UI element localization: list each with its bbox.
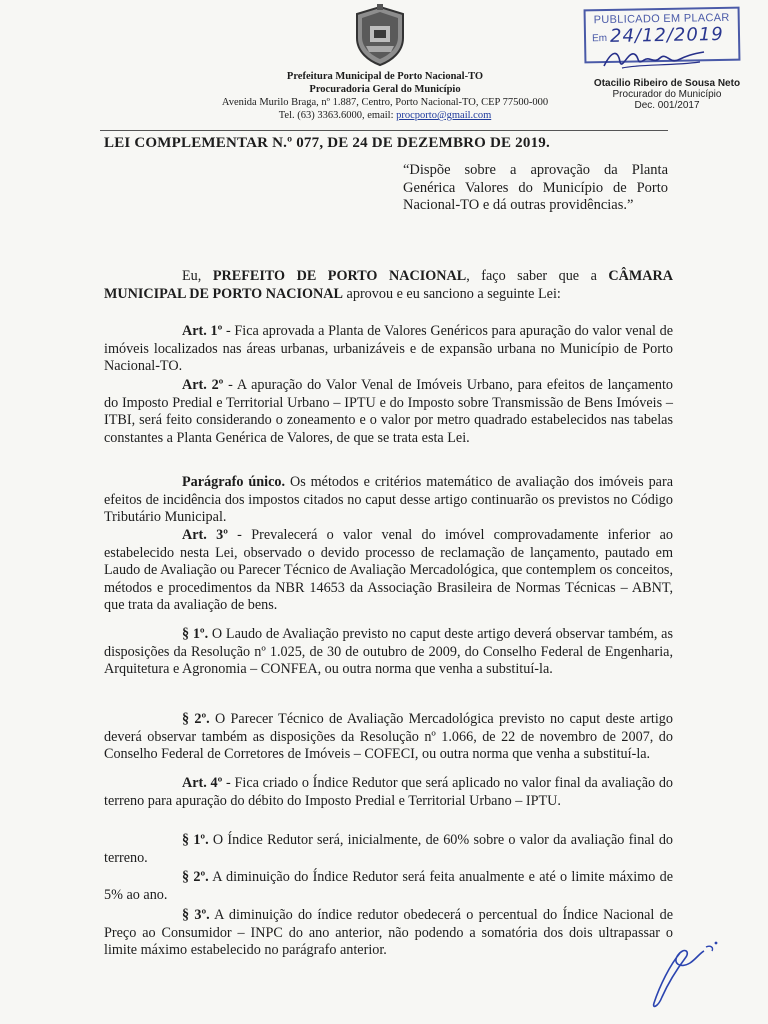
paragraph-text: O Laudo de Avaliação previsto no caput deste artigo deverá observar também, as disposições da Resolução nº 1.025, de 30 de outubro de 2009, do Conselho Federal de Engenharia, Arquitetura e Agronomia – CONFEA, ou outra norma que venha a substituí-la. — [104, 626, 673, 677]
letterhead — [150, 70, 620, 122]
paragraph-text: O Parecer Técnico de Avaliação Mercadológica previsto no caput deste artigo deverá observar também as disposições da Resolução nº 1.066, de 22 de novembro de 2007, do Conselho Federal de Corretores de Imóveis – COFECI, ou outra norma que venha a substituí-la. — [104, 711, 673, 762]
article-3-text: - Prevalecerá o valor venal do imóvel comprovadamente inferior ao estabelecido nesta Lei, observado o devido processo de reclamação de lançamento, pautado em Laudo de Avaliação ou Parecer Técnico de Avaliação Mercadológica, que contemplem os conceitos, métodos e procedimentos da NBR 14653 da Associação Brasileira de Normas Técnicas – ABNT, que trata da avaliação de bens. — [104, 527, 673, 613]
letterhead-contact — [150, 109, 620, 122]
handwritten-initials — [640, 935, 730, 1015]
law-title: LEI COMPLEMENTAR N.º 077, DE 24 DE DEZEMBRO DE 2019. — [104, 135, 550, 151]
signature-top — [600, 46, 710, 72]
header-divider — [100, 130, 668, 131]
article-3-label: Art. 3º — [182, 527, 228, 543]
article-1-text: - Fica aprovada a Planta de Valores Genéricos para apuração do valor venal de imóveis localizados nas áreas urbanas, urbanizáveis e de expansão urbana no Município de Porto Nacional-TO. — [104, 323, 674, 374]
article-4-paragraph-1 — [104, 832, 673, 867]
letterhead-dept: Procuradoria Geral do Município — [309, 84, 461, 95]
article-4-paragraph-2 — [104, 869, 673, 904]
article-4-paragraph-3 — [104, 907, 673, 960]
preamble-part-2: , faço saber que a — [466, 268, 609, 284]
paragraph-label: § 2º. — [182, 711, 210, 727]
sole-paragraph-label: Parágrafo único. — [182, 474, 286, 490]
law-summary: “Dispõe sobre a aprovação da Planta Genérica Valores do Município de Porto Nacional-TO e dá outras providências.” — [403, 162, 668, 213]
stamp-date: 24/12/2019 — [609, 23, 724, 47]
municipal-crest-icon — [351, 4, 409, 68]
stamp-signer — [584, 78, 750, 111]
letterhead-address: Avenida Murilo Braga, nº 1.887, Centro, Porto Nacional-TO, CEP 77500-000 — [221, 97, 549, 108]
letterhead-org: Prefeitura Municipal de Porto Nacional-TO — [286, 71, 484, 82]
article-2-sole-paragraph — [104, 474, 673, 527]
article-4-label: Art. 4º — [182, 775, 223, 791]
signer-role: Procurador do Município — [612, 89, 722, 100]
preamble-part-3: aprovou e eu sanciono a seguinte Lei: — [343, 285, 561, 302]
email-link[interactable]: procporto@gmail.com — [396, 110, 492, 121]
paragraph-label: § 1º. — [182, 832, 209, 848]
article-4 — [104, 775, 673, 810]
paragraph-text: O Índice Redutor será, inicialmente, de 60% sobre o valor da avaliação final do terreno. — [104, 832, 674, 866]
preamble-council: CÂMARA MUNICIPAL DE PORTO NACIONAL — [104, 268, 673, 302]
article-2-label: Art. 2º — [182, 377, 224, 393]
article-3 — [104, 527, 673, 615]
letterhead-phone: Tel. (63) 3363.6000, email: — [278, 110, 397, 121]
article-1 — [104, 323, 673, 376]
article-2-text: - A apuração do Valor Venal de Imóveis Urbano, para efeitos de lançamento do Imposto Predial e Territorial Urbano – IPTU e do Imposto sobre Transmissão de Bens Imóveis – ITBI, será feito considerando o zoneamento e o valor por metro quadrado estabelecidos nas tabelas constantes a Planta Genérica de Valores, de que se trata esta Lei. — [104, 377, 673, 446]
article-1-label: Art. 1º — [182, 323, 223, 339]
article-3-paragraph-1 — [104, 626, 673, 679]
article-4-text: - Fica criado o Índice Redutor que será aplicado no valor final da avaliação do terreno para apuração do débito do Imposto Predial e Territorial Urbano – IPTU. — [104, 775, 674, 809]
preamble-mayor: PREFEITO DE PORTO NACIONAL — [212, 268, 467, 284]
paragraph-text: A diminuição do Índice Redutor será feita anualmente e até o limite máximo de 5% ao ano. — [104, 869, 673, 903]
stamp-em-label: Em — [591, 32, 608, 45]
signer-decree: Dec. 001/2017 — [634, 100, 700, 111]
paragraph-label: § 3º. — [182, 907, 210, 923]
sole-paragraph-text: Os métodos e critérios matemático de avaliação dos imóveis para efeitos de incidência dos impostos citados no caput desse artigo continuarão os previstos no Código Tributário Municipal. — [104, 474, 673, 525]
paragraph-label: § 2º. — [182, 869, 209, 885]
article-3-paragraph-2 — [104, 711, 673, 764]
paragraph-label: § 1º. — [182, 626, 209, 642]
stamp-title: PUBLICADO EM PLACAR — [593, 11, 730, 27]
preamble-part-1: Eu, — [182, 268, 213, 284]
preamble — [104, 268, 673, 303]
signer-name: Otacilio Ribeiro de Sousa Neto — [593, 78, 741, 89]
paragraph-text: A diminuição do índice redutor obedecerá o percentual do Índice Nacional de Preço ao Consumidor – INPC do ano anterior, não podendo a somatória dos dois ultrapassar o limite máximo estabelecido no parágrafo anterior. — [104, 907, 674, 958]
article-2 — [104, 377, 673, 447]
